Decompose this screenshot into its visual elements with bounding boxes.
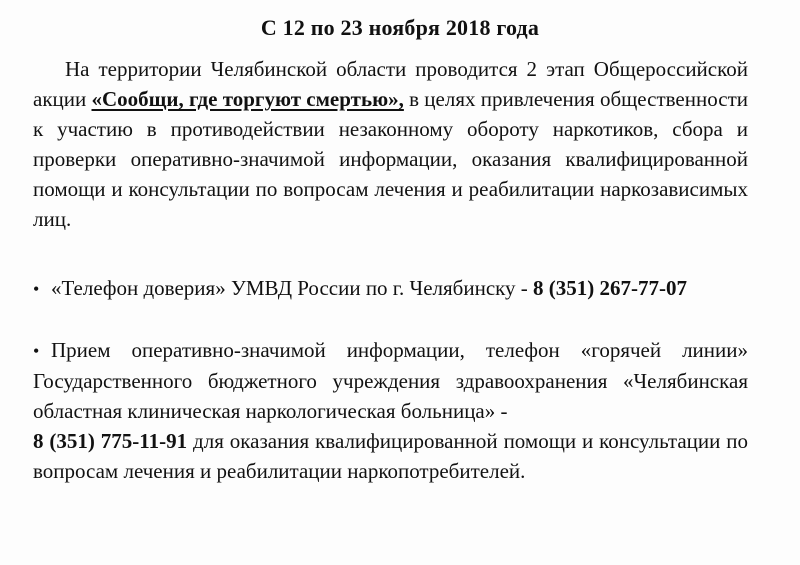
intro-paragraph: [33, 54, 748, 234]
hot-line-item: [33, 335, 748, 486]
bullet-icon: •: [33, 341, 40, 361]
campaign-name: «Сообщи, где торгуют смертью»,: [91, 87, 404, 111]
trust-hotline-item: [33, 273, 748, 304]
trust-hotline-text: «Телефон доверия» УМВД России по г. Челябинску -: [51, 276, 534, 300]
hot-line-text-after: для оказания квалифицированной помощи и консультации по вопросам лечения и реабилитации наркопотребителей.: [33, 429, 748, 483]
page-title: С 12 по 23 ноября 2018 года: [260, 15, 540, 40]
intro-text-before: На территории Челябинской области проводится 2 этап Общероссийской акции: [33, 57, 748, 111]
bullet-icon: •: [33, 279, 40, 299]
intro-text-after: в целях привлечения общественности к участию в противодействии незаконному обороту наркотиков, сбора и проверки оперативно-значимой информации, оказания квалифицированной помощи и консультации по вопросам лечения и реабилитации наркозависимых лиц.: [33, 87, 748, 231]
hot-line-text: Прием оперативно-значимой информации, телефон «горячей линии» Государственного бюджетного учреждения здравоохранения «Челябинская областная клиническая наркологическая больница» -: [33, 338, 748, 423]
hot-line-phone: 8 (351) 775-11-91: [33, 429, 188, 453]
trust-hotline-phone: 8 (351) 267-77-07: [533, 276, 688, 300]
